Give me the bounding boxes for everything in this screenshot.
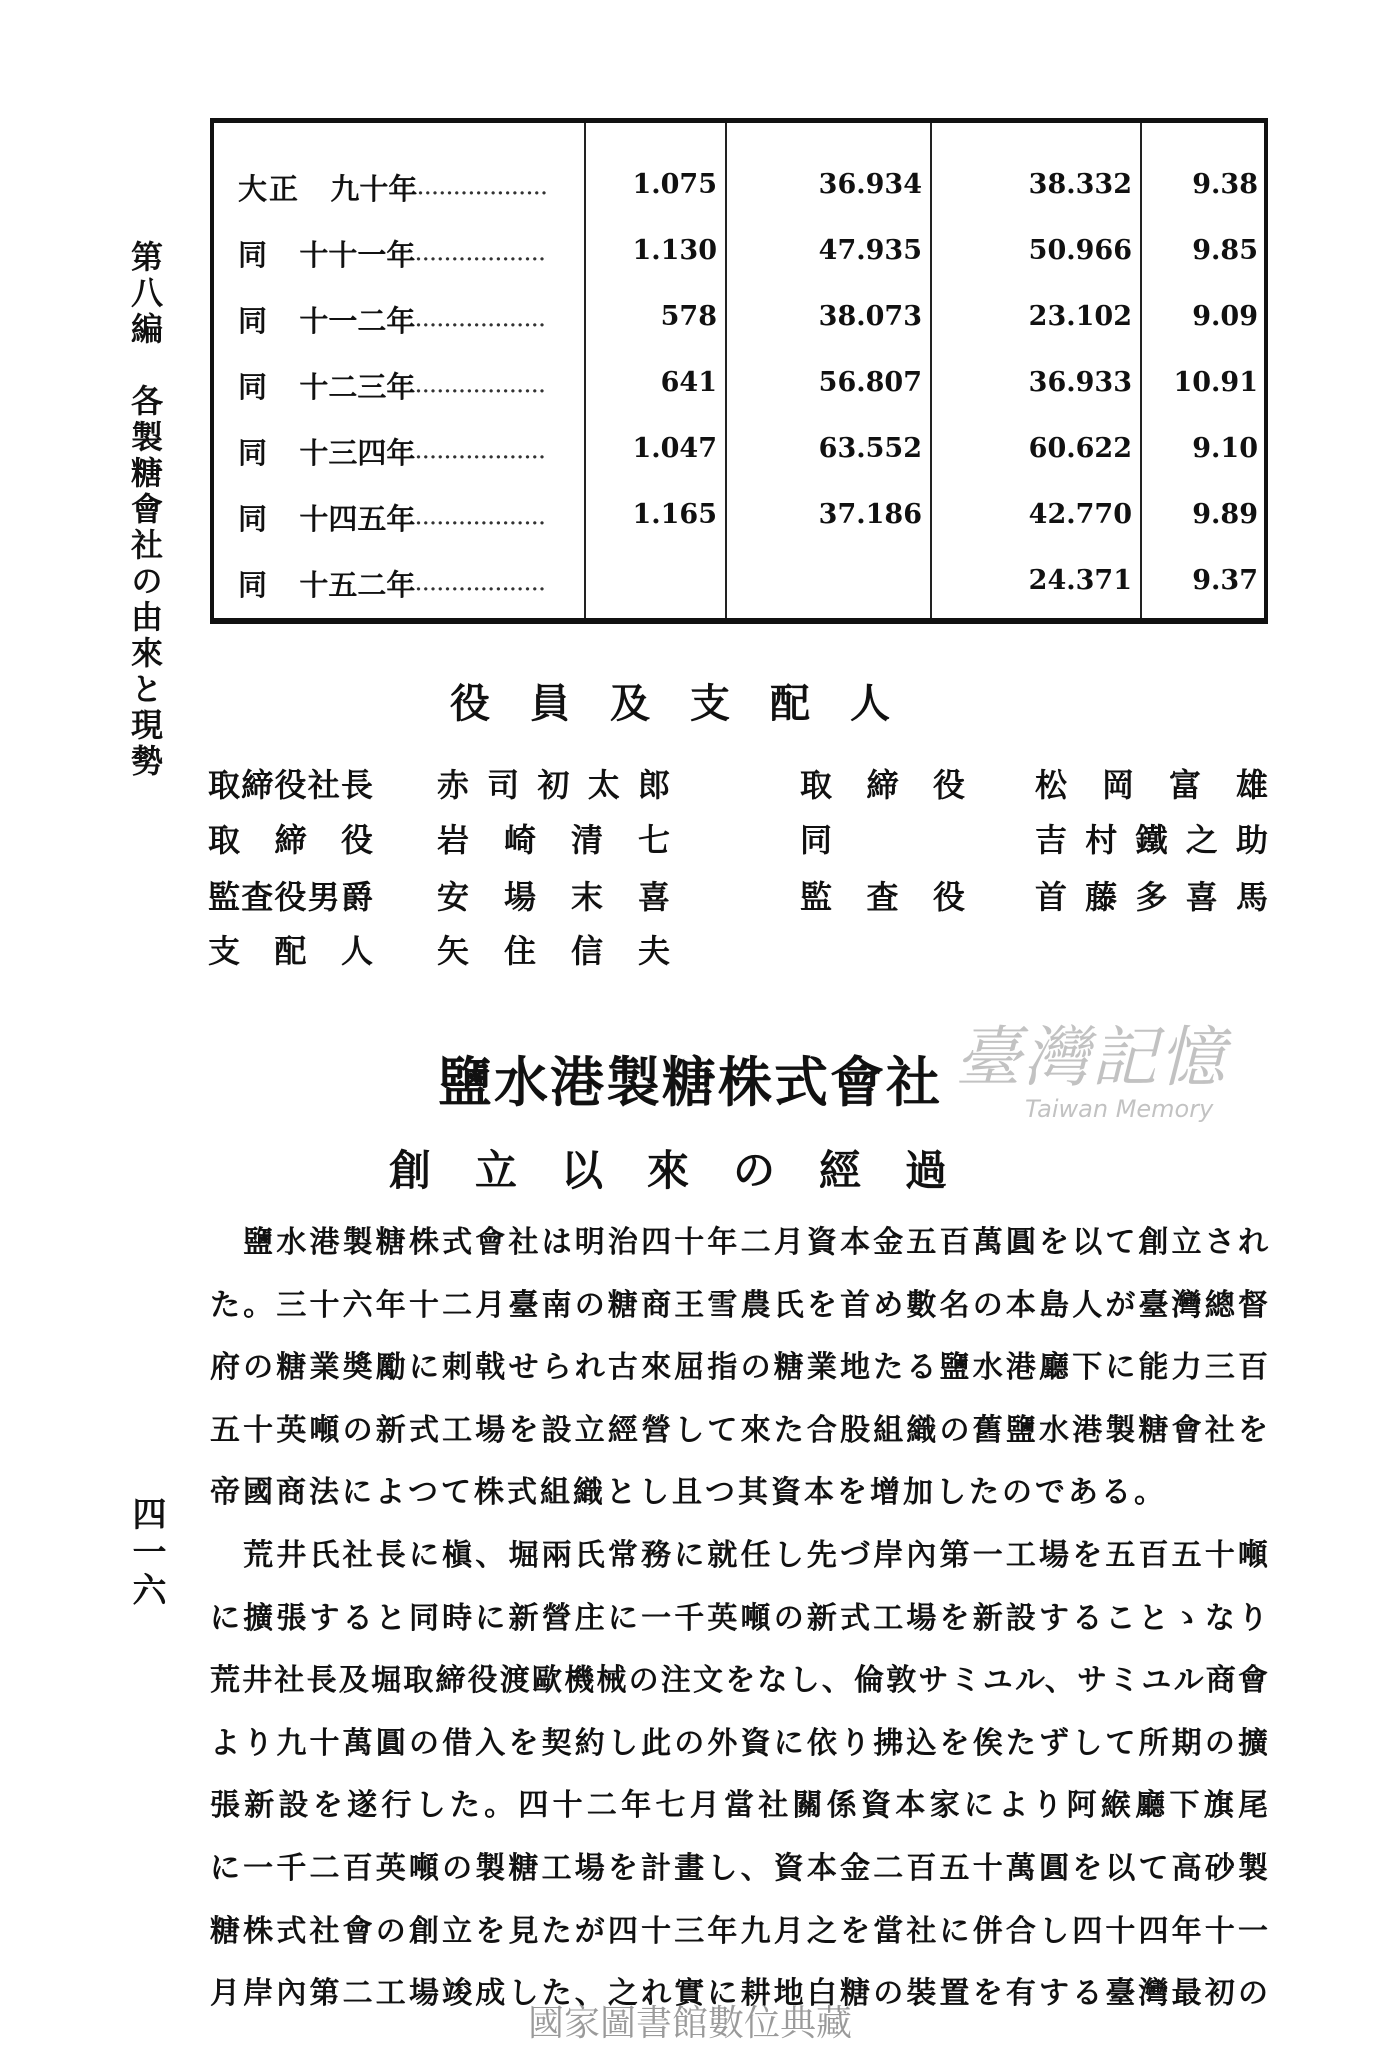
table-cell-v1: 1.075 (632, 169, 717, 200)
table-cell-v3: 24.371 (1028, 565, 1132, 596)
statistics-table (210, 118, 1268, 624)
officer-title: 取 締 役 (800, 766, 965, 804)
officer-name: 岩 崎 清 七 (437, 821, 670, 859)
table-row (214, 161, 1264, 211)
table-row (214, 425, 1264, 475)
table-cell-v4: 9.38 (1192, 169, 1258, 200)
year-label (238, 299, 578, 340)
leader-dots: ·················· (415, 513, 547, 534)
officer-name: 矢 住 信 夫 (437, 932, 670, 970)
table-cell-v1: 1.047 (632, 433, 717, 464)
table-cell-v2: 63.552 (818, 433, 922, 464)
table-cell-v1: 1.165 (632, 499, 717, 530)
table-cell-v1: 641 (660, 367, 717, 398)
body-text-line: 鹽水港製糖株式會社は明治四十年二月資本金五百萬圓を以て創立され (210, 1225, 1268, 1260)
year-label (238, 563, 578, 604)
leader-dots: ·················· (415, 315, 547, 336)
body-text-line: 月岸內第二工場竣成した、之れ實に耕地白糖の裝置を有する臺灣最初の (210, 1976, 1268, 2012)
body-text-line: に一千二百英噸の製糖工場を計畫し、資本金二百五十萬圓を以て高砂製 (210, 1851, 1268, 1886)
section-title: 創立以來の經過 (388, 1146, 991, 1195)
table-cell-v4: 9.85 (1192, 235, 1258, 266)
year-label (238, 431, 578, 472)
table-cell-v1: 1.130 (632, 235, 717, 266)
year-label (238, 167, 578, 208)
officer-name: 安 場 末 喜 (437, 878, 670, 916)
officer-name: 首藤多喜馬 (1035, 878, 1268, 916)
body-text-line: 五十英噸の新式工場を設立經營して來た合股組織の舊鹽水港製糖會社を (210, 1412, 1268, 1448)
table-cell-v1: 578 (660, 301, 717, 332)
leader-dots: ·················· (415, 579, 547, 600)
officer-title: 監 査 役 (800, 878, 965, 916)
table-cell-v4: 9.89 (1192, 499, 1258, 530)
year: 十三四年 (299, 436, 416, 470)
era: 同 (238, 502, 270, 536)
table-cell-v4: 9.37 (1192, 565, 1258, 596)
body-text-line: 荒井社長及堀取締役渡歐機械の注文をなし、倫敦サミユル、サミユル商會 (210, 1663, 1268, 1699)
table-cell-v4: 9.09 (1192, 301, 1258, 332)
company-title: 鹽水港製糖株式會社 (438, 1050, 942, 1114)
officer-title: 監査役男爵 (208, 878, 373, 916)
era: 同 (238, 238, 270, 272)
era: 同 (238, 304, 270, 338)
table-cell-v2: 36.934 (818, 169, 922, 200)
officers-heading: 役員及支配人 (450, 680, 930, 727)
table-cell-v3: 23.102 (1028, 301, 1132, 332)
era: 大正 (238, 172, 301, 206)
officer-name: 赤司初太郎 (437, 766, 670, 804)
leader-dots: ·················· (415, 249, 547, 270)
body-text-line: 府の糖業奬勵に刺戟せられ古來屈指の糖業地たる鹽水港廳下に能力三百 (210, 1350, 1268, 1386)
table-cell-v3: 42.770 (1028, 499, 1132, 530)
table-row (214, 557, 1264, 607)
table-cell-v2: 38.073 (818, 301, 922, 332)
era: 同 (238, 370, 270, 404)
watermark-logo (955, 1019, 1227, 1124)
leader-dots: ·················· (415, 447, 547, 468)
year: 十四五年 (299, 502, 416, 536)
year: 十十一年 (299, 238, 416, 272)
officer-name: 松 岡 富 雄 (1035, 766, 1268, 804)
table-cell-v2: 56.807 (818, 367, 922, 398)
table-cell-v2: 37.186 (818, 499, 922, 530)
era: 同 (238, 568, 270, 602)
officer-name: 吉村鐵之助 (1035, 821, 1268, 859)
body-text-line: 帝國商法によつて株式組織とし且つ其資本を增加したのである。 (210, 1475, 1167, 1511)
year: 十一二年 (299, 304, 416, 338)
officer-title: 支 配 人 (208, 932, 373, 970)
year: 九十年 (330, 172, 418, 206)
table-row (214, 227, 1264, 277)
page-number: 四一六 (126, 1496, 166, 1610)
era: 同 (238, 436, 270, 470)
table-row (214, 359, 1264, 409)
table-cell-v4: 9.10 (1192, 433, 1258, 464)
table-cell-v2: 47.935 (818, 235, 922, 266)
body-text-line: 荒井氏社長に槇、堀兩氏常務に就任し先づ岸內第一工場を五百五十噸 (210, 1538, 1268, 1573)
officer-title: 同 (800, 821, 833, 859)
year-label (238, 497, 578, 538)
table-cell-v3: 36.933 (1028, 367, 1132, 398)
chapter-running-head: 第八編 各製糖會社の由來と現勢 (126, 240, 164, 780)
table-cell-v3: 60.622 (1028, 433, 1132, 464)
body-text-line: た。三十六年十二月臺南の糖商王雪農氏を首め數名の本島人が臺灣總督 (210, 1287, 1268, 1323)
footer-credit: 國家圖書館數位典藏 (527, 2003, 852, 2044)
table-cell-v3: 38.332 (1028, 169, 1132, 200)
body-text-line: に擴張すると同時に新營庄に一千英噸の新式工場を新設することゝなり (210, 1600, 1268, 1636)
watermark-chinese: 臺灣記憶 (955, 1019, 1227, 1096)
table-row (214, 491, 1264, 541)
leader-dots: ·················· (415, 381, 547, 402)
leader-dots: ·················· (417, 183, 549, 204)
table-cell-v3: 50.966 (1028, 235, 1132, 266)
year-label (238, 233, 578, 274)
body-text-line: 張新設を遂行した。四十二年七月當社關係資本家により阿緱廳下旗尾 (210, 1788, 1268, 1824)
body-text-line: 糖株式社會の創立を見たが四十三年九月之を當社に併合し四十四年十一 (210, 1913, 1268, 1949)
year: 十二三年 (299, 370, 416, 404)
year-label (238, 365, 578, 406)
officer-title: 取締役社長 (208, 766, 373, 804)
officer-title: 取 締 役 (208, 821, 373, 859)
table-row (214, 293, 1264, 343)
body-text-line: より九十萬圓の借入を契約し此の外資に依り拂込を俟たずして所期の擴 (210, 1725, 1268, 1761)
year: 十五二年 (299, 568, 416, 602)
watermark-english: Taiwan Memory (1025, 1095, 1214, 1123)
table-cell-v4: 10.91 (1173, 367, 1258, 398)
